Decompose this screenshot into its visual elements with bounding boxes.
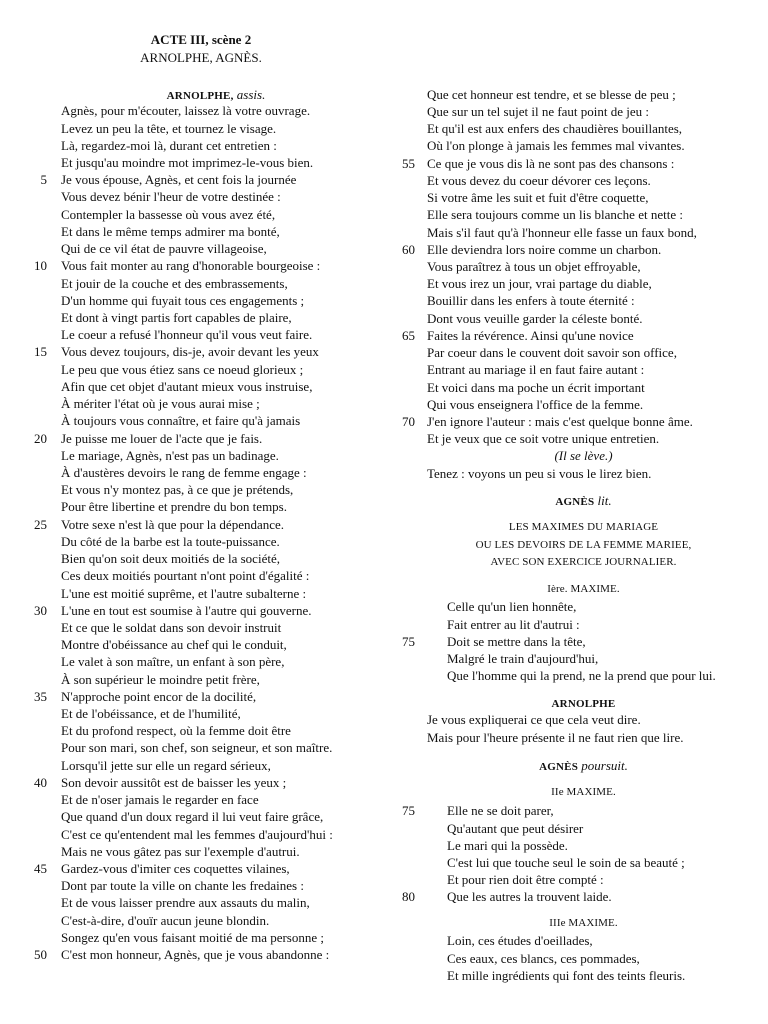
- verse-line: [61, 188, 371, 205]
- maximes-title: [427, 519, 740, 572]
- verse-text: Ces eaux, ces blancs, ces pommades,: [447, 950, 640, 966]
- verse-text: À d'austères devoirs le rang de femme engage :: [61, 464, 307, 480]
- line-number: 75: [402, 633, 415, 649]
- line-number: 20: [34, 430, 47, 446]
- verse-text: Mais pour l'heure présente il ne faut rien que lire.: [427, 729, 684, 745]
- verse-line: [34, 602, 371, 619]
- verse-text: Par coeur dans le couvent doit savoir son office,: [427, 345, 677, 361]
- verse-line: [427, 650, 740, 667]
- stage-direction: lit.: [597, 493, 612, 509]
- verse-text: D'un homme qui fuyait tous ces engagements ;: [61, 292, 305, 308]
- verse-line: [427, 396, 740, 413]
- verse-line: [427, 430, 740, 447]
- verse-text: C'est-à-dire, d'ouïr aucun jeune blondin.: [61, 912, 270, 928]
- verse-text: Là, regardez-moi là, durant cet entretien :: [61, 137, 277, 153]
- maxime-heading: IIIe MAXIME.: [549, 917, 618, 930]
- verse-text: Qui de ce vil état de pauvre villageoise,: [61, 241, 267, 257]
- verse-text: C'est ce qu'entendent mal les femmes d'aujourd'hui :: [61, 826, 333, 842]
- verse-line: [34, 688, 371, 705]
- verse-line: [61, 619, 371, 636]
- verse-text: Le mari qui la possède.: [447, 837, 568, 853]
- verse-line: [402, 888, 740, 905]
- verse-text: À son supérieur le moindre petit frère,: [61, 671, 260, 687]
- verse-text: L'une est moitié suprême, et l'autre subalterne :: [61, 585, 307, 601]
- verse-line: [61, 791, 371, 808]
- verse-text: Que l'homme qui la prend, ne la prend que pour lui.: [447, 668, 716, 684]
- maximes-title-line: AVEC SON EXERCICE JOURNALIER.: [490, 556, 677, 569]
- verse-text: Et dans le même temps admirer ma bonté,: [61, 223, 280, 239]
- verse-text: Votre sexe n'est là que pour la dépendance.: [61, 516, 285, 532]
- verse-line: [61, 843, 371, 860]
- verse-line: [427, 344, 740, 361]
- verse-text: C'est lui que touche seul le soin de sa beauté ;: [447, 855, 685, 871]
- verse-line: [61, 102, 371, 119]
- speaker-name: ARNOLPHE,: [166, 90, 234, 103]
- scene-heading: [31, 31, 371, 65]
- verse-text: Elle deviendra lors noire comme un charbon.: [427, 241, 662, 257]
- speaker-name: AGNÈS: [555, 496, 595, 509]
- verse-line: [61, 671, 371, 688]
- maxime-verses: [427, 932, 740, 984]
- verse-text: Malgré le train d'aujourd'hui,: [447, 651, 599, 667]
- verse-line: [427, 932, 740, 949]
- line-number: 15: [34, 344, 47, 360]
- verse-line: [402, 241, 740, 258]
- maxime-verses: [402, 802, 740, 905]
- verse-line: [427, 837, 740, 854]
- verse-line: [427, 172, 740, 189]
- verse-line: [61, 464, 371, 481]
- verse-text: Et qu'il est aux enfers des chaudières bouillantes,: [427, 121, 683, 137]
- verse-text: Pour son mari, son chef, son seigneur, et son maître.: [61, 740, 333, 756]
- line-number: 10: [34, 258, 47, 274]
- verse-line: [427, 120, 740, 137]
- verse-text: Dont vous veuille garder la céleste bonté.: [427, 310, 643, 326]
- verse-text: Vous devez bénir l'heur de votre destinée :: [61, 189, 281, 205]
- verse-line: [34, 516, 371, 533]
- verse-block-left: [34, 102, 371, 963]
- verse-text: Et ce que le soldat dans son devoir instruit: [61, 619, 282, 635]
- verse-line: [61, 757, 371, 774]
- verse-text: Le valet à son maître, un enfant à son père,: [61, 654, 285, 670]
- verse-text: L'une en tout est soumise à l'autre qui gouverne.: [61, 602, 312, 618]
- verse-line: [427, 103, 740, 120]
- verse-text: Celle qu'un lien honnête,: [447, 599, 577, 615]
- stage-direction: assis.: [236, 87, 266, 103]
- verse-line: [427, 711, 740, 728]
- verse-text: Je vous expliquerai ce que cela veut dire.: [427, 712, 641, 728]
- verse-line: [34, 946, 371, 963]
- speaker-name: ARNOLPHE: [551, 698, 616, 711]
- verse-text: Mais s'il faut qu'à l'honneur elle fasse un faux bond,: [427, 224, 697, 240]
- verse-line: [427, 86, 740, 103]
- verse-line: [61, 567, 371, 584]
- verse-text: Elle sera toujours comme un lis blanche et nette :: [427, 207, 683, 223]
- verse-line: [61, 894, 371, 911]
- character-list: ARNOLPHE, AGNÈS.: [140, 49, 262, 65]
- verse-line: [61, 912, 371, 929]
- verse-line: [427, 224, 740, 241]
- verse-text: À mériter l'état où je vous aurai mise ;: [61, 396, 260, 412]
- verse-line: [34, 774, 371, 791]
- verse-line: [402, 633, 740, 650]
- line-number: 50: [34, 947, 47, 963]
- speech-block: [427, 711, 740, 745]
- verse-text: À toujours vous connaître, et faire qu'à jamais: [61, 413, 301, 429]
- verse-text: Qu'autant que peut désirer: [447, 820, 584, 836]
- verse-line: [61, 550, 371, 567]
- verse-line: [61, 481, 371, 498]
- verse-line: [427, 616, 740, 633]
- verse-text: Loin, ces études d'oeillades,: [447, 933, 593, 949]
- verse-line: [61, 154, 371, 171]
- verse-line: [427, 667, 740, 684]
- verse-text: N'approche point encor de la docilité,: [61, 688, 257, 704]
- verse-line: [402, 413, 740, 430]
- speech-end: [427, 465, 740, 482]
- verse-text: Doit se mettre dans la tête,: [447, 633, 586, 649]
- verse-text: Dont par toute la ville on chante les fredaines :: [61, 878, 304, 894]
- verse-text: Afin que cet objet d'autant mieux vous instruise,: [61, 378, 313, 394]
- verse-text: Songez qu'en vous faisant moitié de ma personne ;: [61, 929, 325, 945]
- verse-text: Fait entrer au lit d'autrui :: [447, 616, 580, 632]
- verse-text: Que cet honneur est tendre, et se blesse de peu ;: [427, 86, 676, 102]
- stage-direction: (Il se lève.): [554, 448, 613, 464]
- verse-text: Et jouir de la couche et des embrassements,: [61, 275, 288, 291]
- verse-line: [427, 310, 740, 327]
- verse-line: [61, 326, 371, 343]
- verse-line: [61, 498, 371, 515]
- maxime-verses: [402, 598, 740, 684]
- verse-text: Tenez : voyons un peu si vous le lirez bien.: [427, 465, 652, 481]
- verse-line: [402, 155, 740, 172]
- verse-text: Gardez-vous d'imiter ces coquettes vilaines,: [61, 861, 290, 877]
- verse-text: Où l'on plonge à jamais les femmes mal vivantes.: [427, 138, 685, 154]
- verse-text: Son devoir aussitôt est de baisser les yeux ;: [61, 774, 287, 790]
- verse-line: [61, 929, 371, 946]
- verse-line: [61, 137, 371, 154]
- verse-text: Que les autres la trouvent laide.: [447, 889, 612, 905]
- verse-text: Pour être libertine et prendre du bon temps.: [61, 499, 287, 515]
- verse-text: Agnès, pour m'écouter, laissez là votre ouvrage.: [61, 103, 311, 119]
- verse-line: [427, 258, 740, 275]
- verse-text: Vous fait monter au rang d'honorable bourgeoise :: [61, 258, 321, 274]
- verse-line: [61, 877, 371, 894]
- verse-text: Et vous devez du coeur dévorer ces leçons.: [427, 172, 651, 188]
- verse-line: [402, 327, 740, 344]
- speech-continued: [402, 86, 740, 448]
- verse-text: Je puisse me louer de l'acte que je fais.: [61, 430, 263, 446]
- verse-line: [427, 361, 740, 378]
- verse-text: Et je veux que ce soit votre unique entretien.: [427, 431, 660, 447]
- verse-text: Et vous irez un jour, vrai partage du diable,: [427, 276, 652, 292]
- line-number: 30: [34, 602, 47, 618]
- verse-line: [427, 189, 740, 206]
- verse-text: Et de n'oser jamais le regarder en face: [61, 792, 259, 808]
- verse-line: [61, 412, 371, 429]
- act-scene-title: ACTE III, scène 2: [150, 32, 252, 48]
- verse-line: [427, 206, 740, 223]
- verse-line: [61, 395, 371, 412]
- line-number: 40: [34, 774, 47, 790]
- verse-line: [427, 871, 740, 888]
- verse-text: Mais ne vous gâtez pas sur l'exemple d'autrui.: [61, 843, 300, 859]
- line-number: 65: [402, 327, 415, 343]
- line-number: 80: [402, 889, 415, 905]
- verse-line: [61, 739, 371, 756]
- line-number: 75: [402, 803, 415, 819]
- verse-line: [61, 292, 371, 309]
- speaker-heading: [427, 492, 740, 511]
- verse-line: [427, 137, 740, 154]
- line-number: 70: [402, 413, 415, 429]
- verse-line: [34, 343, 371, 360]
- verse-line: [61, 722, 371, 739]
- verse-text: C'est mon honneur, Agnès, que je vous abandonne :: [61, 947, 330, 963]
- verse-line: [61, 378, 371, 395]
- verse-line: [61, 636, 371, 653]
- line-number: 5: [40, 172, 47, 188]
- verse-text: Vous paraîtrez à tous un objet effroyable,: [427, 258, 641, 274]
- verse-line: [427, 379, 740, 396]
- verse-text: Montre d'obéissance au chef qui le conduit,: [61, 637, 287, 653]
- verse-line: [61, 223, 371, 240]
- line-number: 25: [34, 516, 47, 532]
- verse-text: Et de vous laisser prendre aux assauts du malin,: [61, 895, 310, 911]
- verse-text: Le peu que vous étiez sans ce noeud glorieux ;: [61, 361, 304, 377]
- verse-line: [61, 447, 371, 464]
- verse-text: Lorsqu'il jette sur elle un regard sérieux,: [61, 757, 271, 773]
- verse-line: [427, 820, 740, 837]
- verse-line: [61, 240, 371, 257]
- verse-text: Bien qu'on soit deux moitiés de la société,: [61, 551, 280, 567]
- verse-line: [40, 171, 371, 188]
- verse-text: Si votre âme les suit et fuit d'être coquette,: [427, 190, 649, 206]
- verse-line: [61, 206, 371, 223]
- verse-line: [427, 292, 740, 309]
- verse-line: [427, 729, 740, 746]
- verse-line: [402, 802, 740, 819]
- verse-text: Et dont à vingt partis fort capables de plaire,: [61, 310, 292, 326]
- maximes-title-line: OU LES DEVOIRS DE LA FEMME MARIEE,: [475, 538, 692, 551]
- verse-text: Ce que je vous dis là ne sont pas des chansons :: [427, 155, 675, 171]
- verse-line: [34, 257, 371, 274]
- maxime-heading: Ière. MAXIME.: [547, 583, 620, 596]
- verse-line: [61, 361, 371, 378]
- verse-line: [34, 860, 371, 877]
- maxime-heading: IIe MAXIME.: [551, 786, 616, 799]
- verse-line: [427, 465, 740, 482]
- verse-text: Vous devez toujours, dis-je, avoir devant les yeux: [61, 344, 319, 360]
- verse-text: Et de l'obéissance, et de l'humilité,: [61, 706, 241, 722]
- verse-text: Et vous n'y montez pas, à ce que je prétends,: [61, 482, 294, 498]
- verse-text: Qui vous enseignera l'office de la femme.: [427, 396, 644, 412]
- verse-line: [427, 967, 740, 984]
- verse-block-right: [402, 86, 740, 482]
- verse-text: Entrant au mariage il en faut faire autant :: [427, 362, 645, 378]
- verse-text: Ces deux moitiés pourtant n'ont point d'égalité :: [61, 568, 310, 584]
- verse-text: Et du profond respect, où la femme doit être: [61, 723, 291, 739]
- verse-text: Contempler la bassesse où vous avez été,: [61, 206, 276, 222]
- line-number: 35: [34, 688, 47, 704]
- verse-line: [427, 854, 740, 871]
- verse-text: Et mille ingrédients qui font des teints fleuris.: [447, 967, 686, 983]
- verse-text: Que sur un tel sujet il ne faut point de jeu :: [427, 104, 650, 120]
- line-number: 55: [402, 155, 415, 171]
- verse-text: Le coeur a refusé l'honneur qu'il vous veut faire.: [61, 327, 313, 343]
- verse-line: [427, 950, 740, 967]
- verse-text: Faites la révérence. Ainsi qu'une novice: [427, 327, 634, 343]
- verse-text: Et jusqu'au moindre mot imprimez-le-vous bien.: [61, 155, 314, 171]
- verse-line: [61, 653, 371, 670]
- verse-line: [427, 275, 740, 292]
- verse-text: Du côté de la barbe est la toute-puissance.: [61, 533, 280, 549]
- verse-text: Je vous épouse, Agnès, et cent fois la journée: [61, 172, 297, 188]
- verse-line: [61, 705, 371, 722]
- verse-line: [427, 598, 740, 615]
- verse-line: [61, 826, 371, 843]
- verse-line: [61, 585, 371, 602]
- speaker-name: AGNÈS: [539, 761, 579, 774]
- verse-line: [61, 533, 371, 550]
- stage-direction: poursuit.: [581, 758, 628, 774]
- verse-text: J'en ignore l'auteur : mais c'est quelque bonne âme.: [427, 413, 693, 429]
- verse-line: [61, 808, 371, 825]
- verse-line: [34, 430, 371, 447]
- verse-line: [61, 275, 371, 292]
- verse-text: Que quand d'un doux regard il lui veut faire grâce,: [61, 809, 324, 825]
- verse-text: Levez un peu la tête, et tournez le visage.: [61, 120, 277, 136]
- verse-text: Et pour rien doit être compté :: [447, 872, 604, 888]
- verse-line: [61, 120, 371, 137]
- verse-text: Le mariage, Agnès, n'est pas un badinage.: [61, 447, 279, 463]
- verse-text: Elle ne se doit parer,: [447, 803, 554, 819]
- verse-text: Bouillir dans les enfers à toute éternité :: [427, 293, 635, 309]
- maximes-title-line: LES MAXIMES DU MARIAGE: [508, 521, 659, 534]
- speaker-heading: [427, 757, 740, 776]
- verse-line: [61, 309, 371, 326]
- line-number: 45: [34, 861, 47, 877]
- line-number: 60: [402, 241, 415, 257]
- verse-text: Et voici dans ma poche un écrit important: [427, 379, 645, 395]
